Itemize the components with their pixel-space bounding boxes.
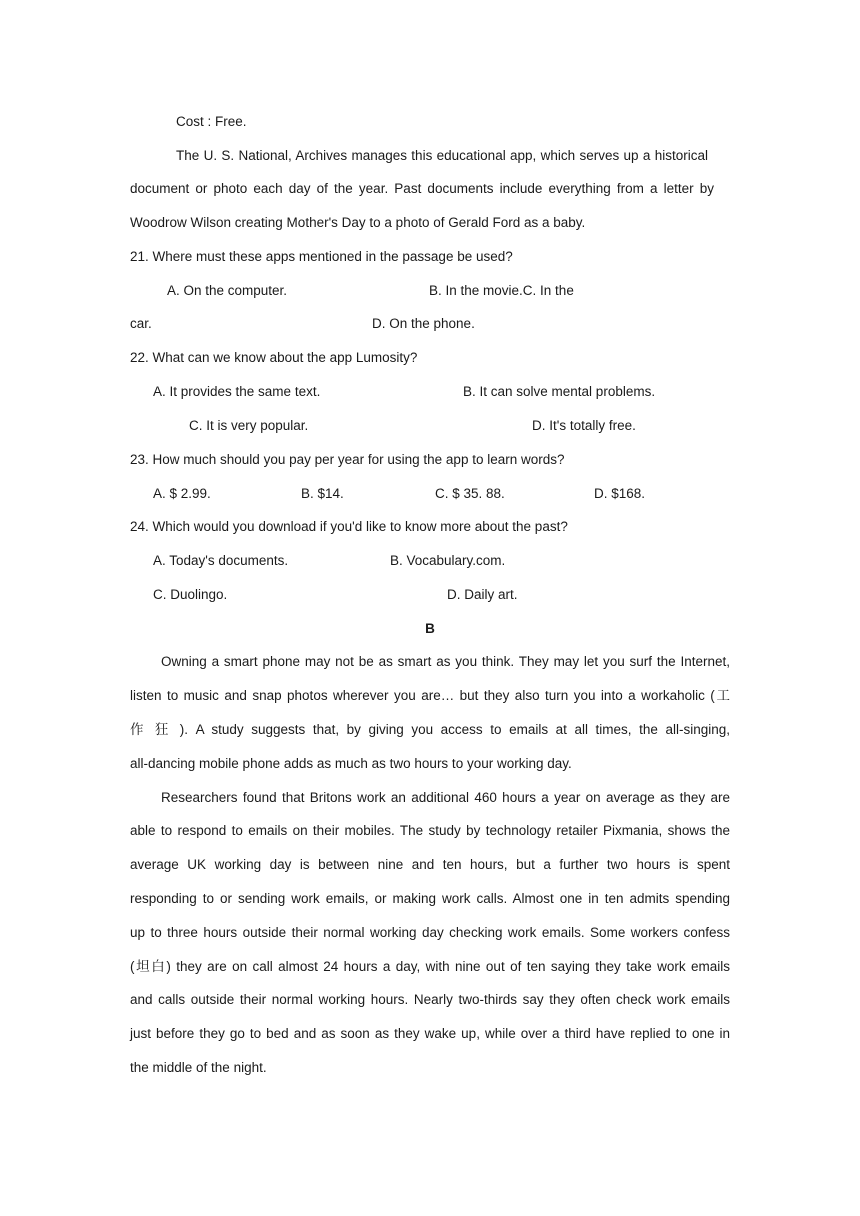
- para1-line: Owning a smart phone may not be as smart as you think. They may let you surf the Internet,: [161, 654, 730, 669]
- para2-line: (坦白) they are on call almost 24 hours a day, with nine out of ten saying they take work emails: [130, 959, 730, 974]
- question-21-option-d: D. On the phone.: [372, 316, 475, 331]
- question-21-option-c-cont: car.: [130, 316, 152, 331]
- para1-line: all-dancing mobile phone adds as much as two hours to your working day.: [130, 756, 572, 771]
- question-21-option-a: A. On the computer.: [167, 283, 288, 298]
- question-23-stem: 23. How much should you pay per year for using the app to learn words?: [130, 452, 565, 467]
- cost-line: Cost : Free.: [176, 114, 247, 129]
- intro-line-1: The U. S. National, Archives manages this educational app, which serves up a historical: [176, 148, 708, 163]
- question-23-option-a: A. $ 2.99.: [153, 486, 211, 501]
- para2-line: up to three hours outside their normal working day checking work emails. Some workers confess: [130, 925, 730, 940]
- question-23-option-b: B. $14.: [301, 486, 344, 501]
- question-22-option-d: D. It's totally free.: [532, 418, 636, 433]
- intro-line-3: Woodrow Wilson creating Mother's Day to a photo of Gerald Ford as a baby.: [130, 215, 586, 230]
- question-22-stem: 22. What can we know about the app Lumosity?: [130, 350, 418, 365]
- section-b-heading: B: [425, 621, 435, 636]
- para2-line: able to respond to emails on their mobiles. The study by technology retailer Pixmania, shows the: [130, 823, 730, 838]
- para1-line: listen to music and snap photos wherever you are… but they also turn you into a workaholic (工: [130, 688, 730, 703]
- question-22-option-a: A. It provides the same text.: [153, 384, 321, 399]
- question-24-stem: 24. Which would you download if you'd like to know more about the past?: [130, 519, 568, 534]
- para2-line: just before they go to bed and as soon as they wake up, while over a third have replied to one in: [130, 1026, 730, 1041]
- question-21-stem: 21. Where must these apps mentioned in the passage be used?: [130, 249, 513, 264]
- question-22-option-c: C. It is very popular.: [189, 418, 309, 433]
- question-21-option-b-c: B. In the movie.C. In the: [429, 283, 574, 298]
- question-24-option-b: B. Vocabulary.com.: [390, 553, 506, 568]
- para2-line: Researchers found that Britons work an additional 460 hours a year on average as they are: [161, 790, 730, 805]
- intro-line-2: document or photo each day of the year. Past documents include everything from a letter by: [130, 181, 714, 196]
- para2-line: average UK working day is between nine and ten hours, but a further two hours is spent: [130, 857, 730, 872]
- question-23-option-c: C. $ 35. 88.: [435, 486, 505, 501]
- question-24-option-d: D. Daily art.: [447, 587, 518, 602]
- question-23-option-d: D. $168.: [594, 486, 646, 501]
- question-24-option-c: C. Duolingo.: [153, 587, 228, 602]
- para2-line: responding to or sending work emails, or making work calls. Almost one in ten admits spending: [130, 891, 730, 906]
- question-24-option-a: A. Today's documents.: [153, 553, 289, 568]
- para2-line: and calls outside their normal working hours. Nearly two-thirds say they often check work emails: [130, 992, 730, 1007]
- question-22-option-b: B. It can solve mental problems.: [463, 384, 656, 399]
- para2-line: the middle of the night.: [130, 1060, 267, 1075]
- para1-line: 作 狂 ). A study suggests that, by giving you access to emails at all times, the all-singing,: [130, 722, 730, 737]
